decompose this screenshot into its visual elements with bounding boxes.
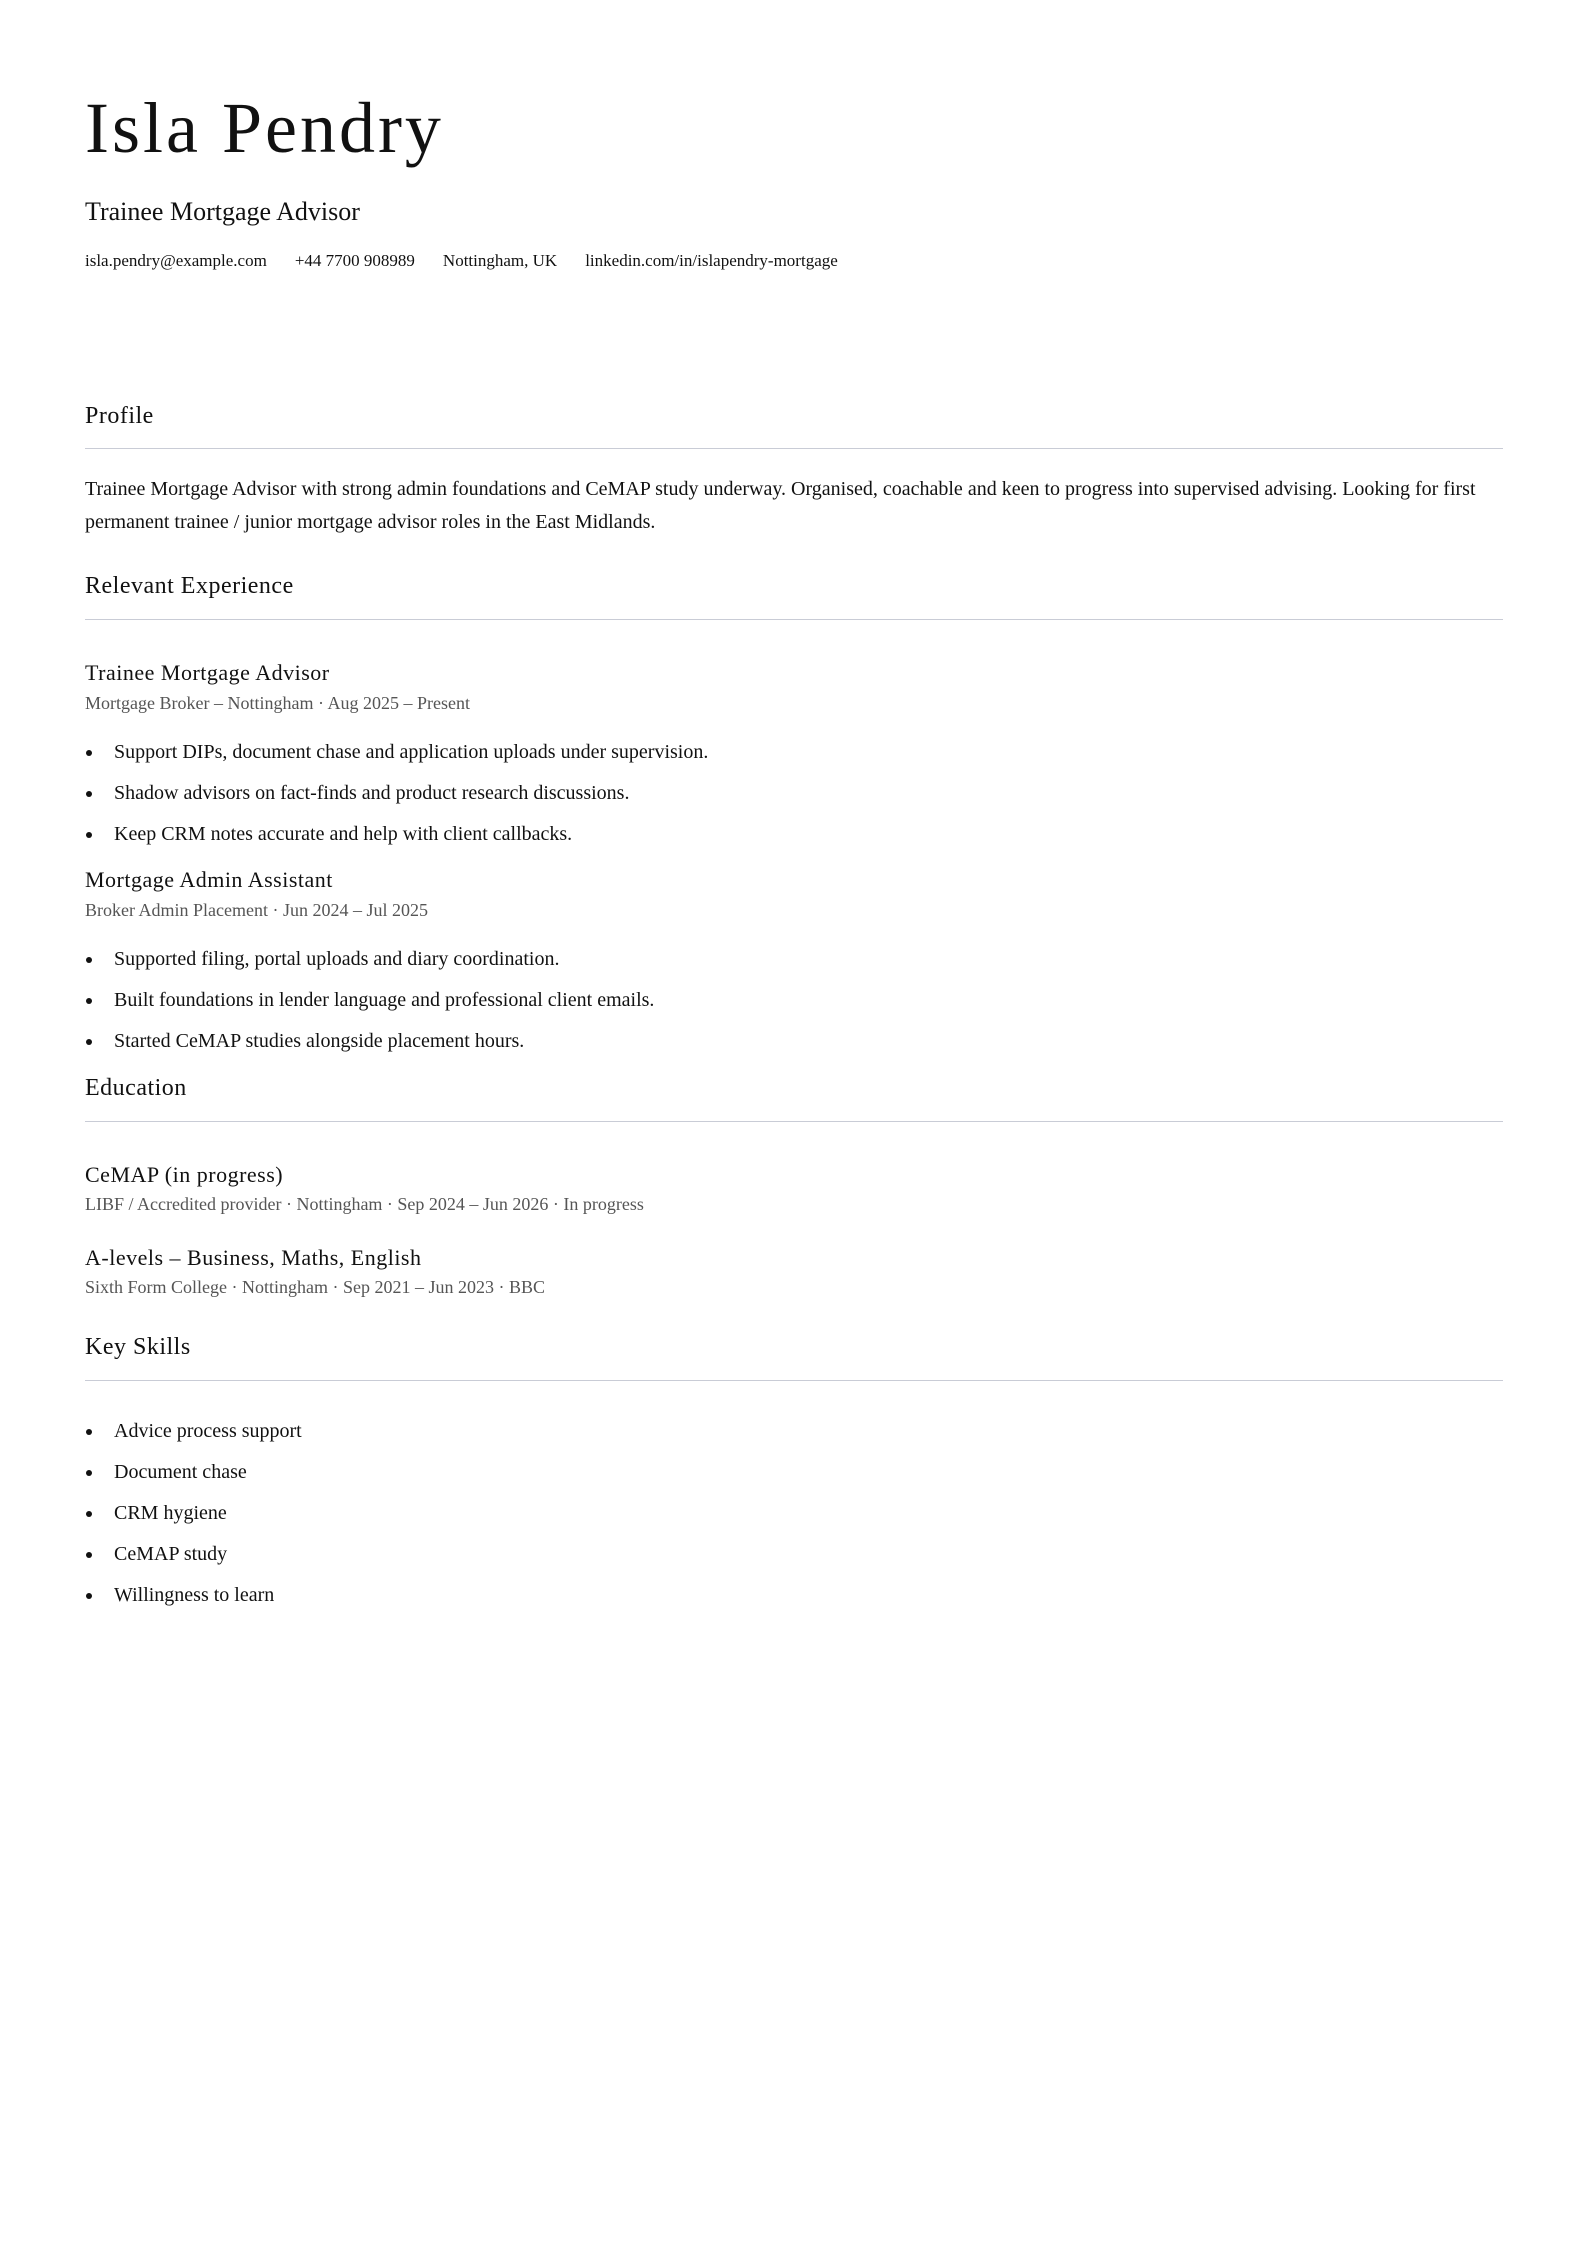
bullet-item: Supported filing, portal uploads and diary coordination. xyxy=(85,947,1503,971)
role-meta: Broker Admin Placement · Jun 2024 – Jul 2025 xyxy=(85,899,428,920)
bullet-item: Built foundations in lender language and professional client emails. xyxy=(85,988,1503,1012)
role-bullets xyxy=(85,740,1503,846)
education-title: A-levels – Business, Maths, English xyxy=(85,1244,422,1270)
education-meta: Sixth Form College · Nottingham · Sep 2021 – Jun 2023 · BBC xyxy=(85,1277,546,1298)
section-title-education: Education xyxy=(85,1075,187,1102)
education-meta: LIBF / Accredited provider · Nottingham · Sep 2024 – Jun 2026 · In progress xyxy=(85,1194,644,1215)
skill-item: Willingness to learn xyxy=(85,1583,1503,1607)
section-divider xyxy=(85,1121,1503,1122)
education-entry xyxy=(85,1162,1503,1216)
section-title-profile: Profile xyxy=(85,402,154,429)
skill-item: CRM hygiene xyxy=(85,1501,1503,1525)
candidate-name: Isla Pendry xyxy=(85,88,444,168)
role-title: Mortgage Admin Assistant xyxy=(85,867,333,893)
contact-row xyxy=(85,251,1503,271)
role-entry xyxy=(85,660,1503,846)
experience-section xyxy=(85,572,1503,1053)
role-meta: Mortgage Broker – Nottingham · Aug 2025 – Present xyxy=(85,692,470,713)
education-entry xyxy=(85,1245,1503,1299)
section-title-skills: Key Skills xyxy=(85,1333,191,1360)
contact-location: Nottingham, UK xyxy=(442,251,558,271)
candidate-headline: Trainee Mortgage Advisor xyxy=(85,197,360,226)
section-divider xyxy=(85,448,1503,449)
skill-item: Document chase xyxy=(85,1460,1503,1484)
resume-header xyxy=(85,88,1503,272)
contact-email: isla.pendry@example.com xyxy=(85,251,267,271)
profile-text: Trainee Mortgage Advisor with strong admin foundations and CeMAP study underway. Organised, coachable and keen to progress into supervised advising. Looking for first permanent trainee / junior mortgage advisor roles in the East Midlands. xyxy=(85,478,1476,534)
bullet-item: Started CeMAP studies alongside placement hours. xyxy=(85,1029,1503,1053)
skills-list xyxy=(85,1419,1503,1607)
section-divider xyxy=(85,619,1503,620)
skill-item: Advice process support xyxy=(85,1419,1503,1443)
profile-section xyxy=(85,402,1503,540)
contact-linkedin: linkedin.com/in/islapendry-mortgage xyxy=(585,251,838,271)
role-entry xyxy=(85,867,1503,1053)
section-divider xyxy=(85,1380,1503,1381)
role-title: Trainee Mortgage Advisor xyxy=(85,660,330,686)
skill-item: CeMAP study xyxy=(85,1542,1503,1566)
education-title: CeMAP (in progress) xyxy=(85,1161,284,1187)
education-section xyxy=(85,1074,1503,1299)
bullet-item: Support DIPs, document chase and application uploads under supervision. xyxy=(85,740,1503,764)
contact-phone: +44 7700 908989 xyxy=(294,251,415,271)
skills-section xyxy=(85,1333,1503,1607)
bullet-item: Keep CRM notes accurate and help with client callbacks. xyxy=(85,822,1503,846)
bullet-item: Shadow advisors on fact-finds and product research discussions. xyxy=(85,781,1503,805)
role-bullets xyxy=(85,947,1503,1053)
section-title-experience: Relevant Experience xyxy=(85,573,294,600)
